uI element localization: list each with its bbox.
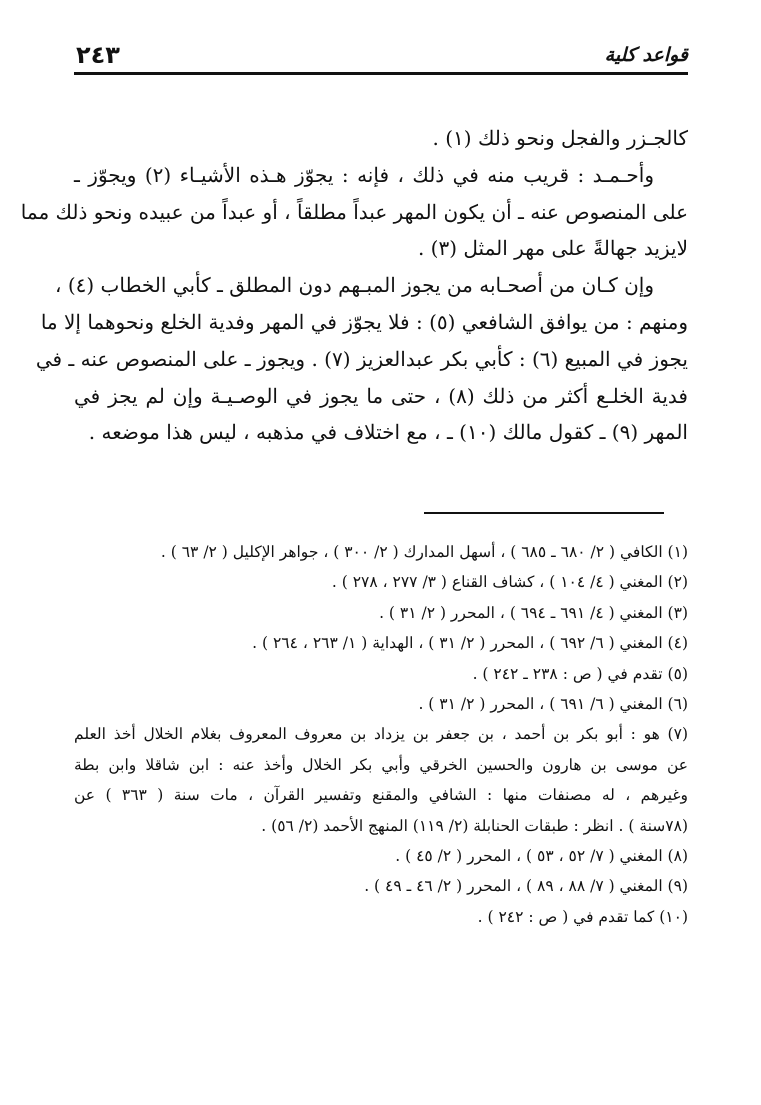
body-line: ومنهم : من يوافق الشافعي (٥) : فلا يجوّز في المهر وفدية الخلع ونحوهما إلا ما — [40, 309, 688, 334]
footnote-line: (٢) المغني ( ٤/ ١٠٤ ) ، كشاف القناع ( ٣/ ٢٧٧ ، ٢٧٨ ) . — [331, 573, 688, 592]
footnote-separator — [424, 512, 664, 514]
footnote-line: (٧) هو : أبو بكر بن أحمد ، بن جعفر بن يزداد بن معروف المعروف بغلام الخلال أخذ العلم — [74, 725, 688, 744]
body-line: وأحـمـد : قريب منه في ذلك ، فإنه : يجوّز هـذه الأشيـاء (٢) ويجوّز ـ — [74, 162, 654, 187]
footnote-line: (١) الكافي ( ٢/ ٦٨٠ ـ ٦٨٥ ) ، أسهل المدارك ( ٢/ ٣٠٠ ) ، جواهر الإكليل ( ٢/ ٦٣ ) . — [160, 543, 688, 561]
body-line: يجوز في المبيع (٦) : كأبي بكر عبدالعزيز (٧) . ويجوز ـ على المنصوص عنه ـ في — [35, 346, 688, 371]
footnote-line: (١٠) كما تقدم في ( ص : ٢٤٢ ) . — [477, 907, 688, 926]
footnote-line: (٥) تقدم في ( ص : ٢٣٨ ـ ٢٤٢ ) . — [472, 664, 688, 683]
footnote-line: (٩) المغني ( ٧/ ٨٨ ، ٨٩ ) ، المحرر ( ٢/ ٤٦ ـ ٤٩ ) . — [364, 877, 688, 896]
footnote-line: (٨) المغني ( ٧/ ٥٢ ، ٥٣ ) ، المحرر ( ٢/ ٤٥ ) . — [395, 846, 688, 865]
footnote-line: (٦) المغني ( ٦/ ٦٩١ ) ، المحرر ( ٢/ ٣١ ) . — [418, 694, 688, 713]
body-line: فدية الخلـع أكثر من ذلك (٨) ، حتى ما يجوز في الوصـيـة وإن لم يجز في — [74, 383, 688, 408]
body-line: المهر (٩) ـ كقول مالك (١٠) ـ ، مع اختلاف في مذهبه ، ليس هذا موضعه . — [88, 420, 688, 445]
footnote-line: وغيرهم ، له مصنفات منها : الشافي والمقنع وتفسير القرآن ، مات سنة ( ٣٦٣ ) عن — [74, 786, 688, 805]
body-line: كالجـزر والفجل ونحو ذلك (١) . — [432, 126, 688, 150]
footnote-line: (٧٨سنة ) . انظر : طبقات الحنابلة (٢/ ١١٩) المنهج الأحمد (٢/ ٥٦) . — [261, 816, 688, 835]
body-line: على المنصوص عنه ـ أن يكون المهر عبداً مطلقاً ، أو عبداً من عبيده ونحو ذلك مما — [20, 199, 688, 224]
running-title: قواعد كلية — [604, 44, 688, 66]
footnotes — [74, 537, 688, 932]
footnote-line: (٣) المغني ( ٤/ ٦٩١ ـ ٦٩٤ ) ، المحرر ( ٢/ ٣١ ) . — [379, 603, 688, 622]
body-text — [20, 120, 688, 451]
page-header — [74, 40, 688, 70]
footnote-line: (٤) المغني ( ٦/ ٦٩٢ ) ، المحرر ( ٢/ ٣١ ) ، الهداية ( ١/ ٢٦٣ ، ٢٦٤ ) . — [252, 634, 688, 653]
body-line: وإن كـان من أصحـابه من يجوز المبـهم دون المطلق ـ كأبي الخطاب (٤) ، — [55, 273, 654, 298]
footnote-line: عن موسى بن هارون والحسين الخرقي وأبي بكر الخلال وأخذ عنه : ابن شاقلا وابن بطة — [74, 755, 688, 774]
body-line: لايزيد جهالةً على مهر المثل (٣) . — [417, 236, 688, 261]
header-rule — [74, 72, 688, 75]
page-number: ٢٤٣ — [76, 41, 120, 69]
